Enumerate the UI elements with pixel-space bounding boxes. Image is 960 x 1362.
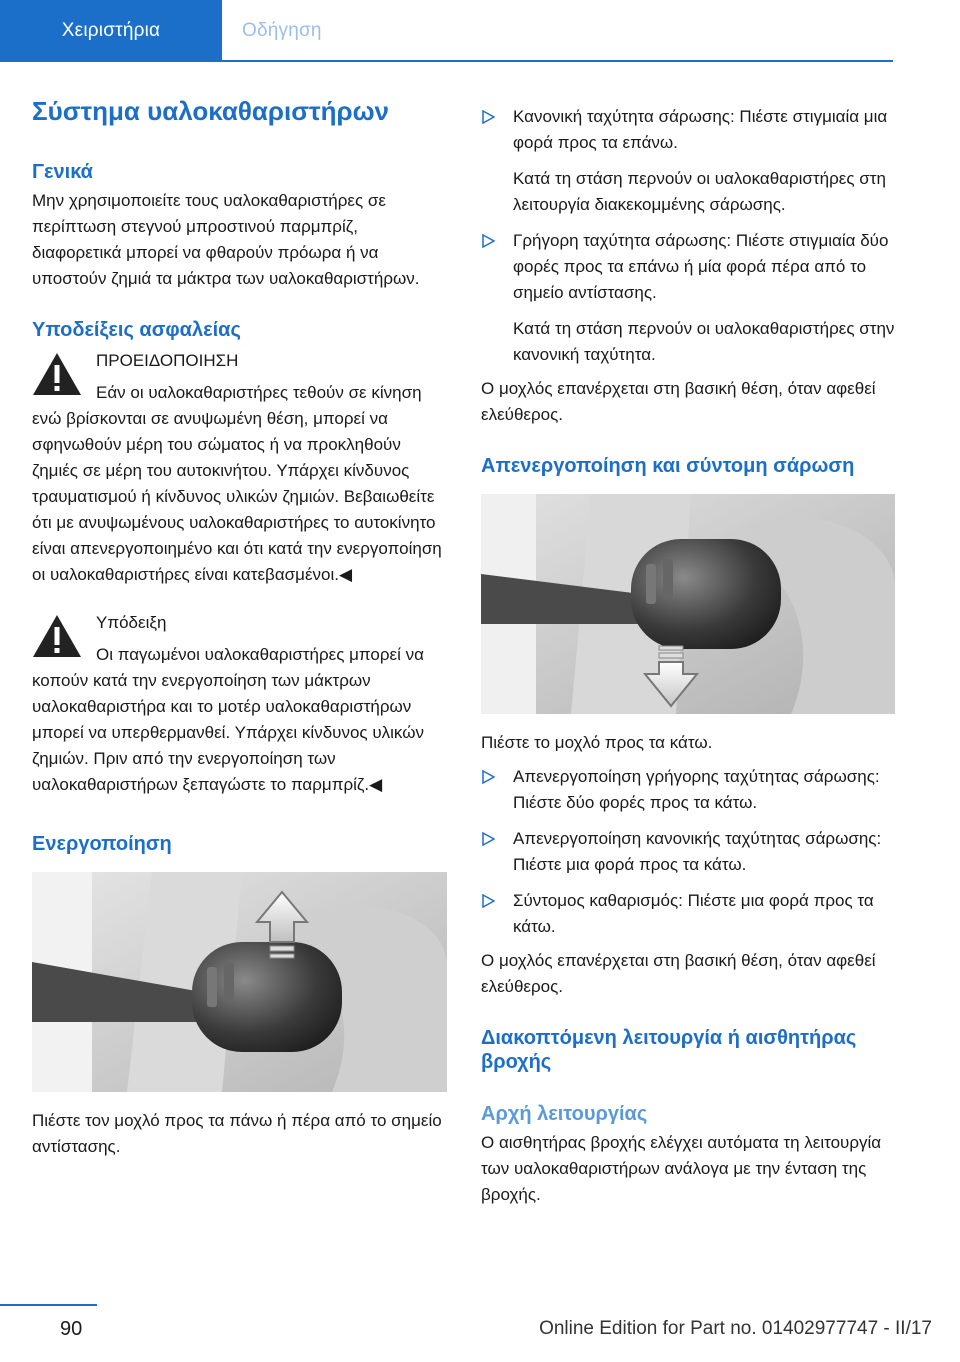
bullet-text: Γρήγορη ταχύτητα σάρωσης: Πιέστε στιγμιαία δύο φορές προς τα επάνω ή μία φορά πέρα από το σημείο αντίστασης.	[513, 231, 889, 302]
tab-driving[interactable]: Οδήγηση	[222, 0, 893, 62]
return-text-2: Ο μοχλός επανέρχεται στη βασική θέση, όταν αφεθεί ελεύθερος.	[481, 951, 876, 996]
warning-text: Εάν οι υαλοκαθαριστήρες τεθούν σε κίνηση ενώ βρίσκονται σε ανυψωμένη θέση, μπορεί να σφηνωθούν μέρη του σώματος ή να προκληθούν ζημιές σε μέρη του αυτοκινήτου. Υπάρχει κίνδυνος τραυματισμού ή κίνδυνος υλικών ζημιών. Βεβαιωθείτε ότι με ανυψωμένους υαλοκαθαριστήρες το αυτοκίνητο είναι απενεργοποιημένο και ότι κατά την ενεργοποίηση οι υαλοκαθαριστήρες είναι κατεβασμένοι.◀	[32, 383, 442, 584]
header-divider	[0, 60, 893, 62]
deactivation-caption: Πιέστε το μοχλό προς τα κάτω.	[481, 733, 713, 752]
page-number-rule	[0, 1304, 97, 1306]
bullet-subtext: Κατά τη στάση περνούν οι υαλοκαθαριστήρες στη λειτουργία διακεκομμένης σάρωσης.	[513, 169, 886, 214]
principle-heading: Αρχή λειτουργίας	[481, 1103, 648, 1125]
list-item	[481, 228, 895, 368]
bullet-triangle-icon	[481, 894, 495, 908]
bullet-triangle-icon	[481, 234, 495, 248]
deactivation-heading: Απενεργοποίηση και σύντομη σάρωση	[481, 455, 855, 477]
tab-controls[interactable]: Χειριστήρια	[0, 0, 222, 62]
bullet-triangle-icon	[481, 832, 495, 846]
notice-title: Υπόδειξη	[96, 613, 167, 632]
deactivation-photo	[481, 494, 895, 714]
right-column	[481, 104, 895, 1208]
safety-heading: Υποδείξεις ασφαλείας	[32, 319, 241, 341]
warning-triangle-icon	[32, 352, 82, 396]
warning-block	[32, 348, 447, 374]
bullet-text: Κανονική ταχύτητα σάρωσης: Πιέστε στιγμιαία μια φορά προς τα επάνω.	[513, 107, 888, 152]
bullet-triangle-icon	[481, 110, 495, 124]
bullet-text: Απενεργοποίηση κανονικής ταχύτητας σάρωσης: Πιέστε μια φορά προς τα κάτω.	[513, 829, 882, 874]
left-column	[32, 96, 447, 1160]
page-number: 90	[60, 1318, 83, 1340]
list-item	[481, 826, 895, 878]
warning-title: ΠΡΟΕΙΔΟΠΟΙΗΣΗ	[96, 351, 239, 370]
section-title: Σύστημα υαλοκαθαριστήρων	[32, 96, 390, 126]
general-text: Μην χρησιμοποιείτε τους υαλοκαθαριστήρες σε περίπτωση στεγνού μπροστινού παρμπρίζ, διαφορετικά μπορεί να φθαρούν πρόωρα ή να υποστούν ζημιά τα μάκτρα των υαλοκαθαριστήρων.	[32, 191, 420, 288]
list-item	[481, 764, 895, 816]
header-bar	[0, 0, 893, 62]
list-item	[481, 104, 895, 218]
general-heading: Γενικά	[32, 161, 93, 183]
bullet-triangle-icon	[481, 770, 495, 784]
notice-text: Οι παγωμένοι υαλοκαθαριστήρες μπορεί να κοπούν κατά την ενεργοποίηση των μάκτρων υαλοκαθαριστήρα και το μοτέρ υαλοκαθαριστήρων μπορεί να υπερθερμανθεί. Υπάρχει κίνδυνος υλικών ζημιών. Πριν από την ενεργοποίηση των υαλοκαθαριστήρων ξεπαγώστε το παρμπρίζ.◀	[32, 645, 424, 794]
notice-block	[32, 610, 447, 636]
warning-triangle-icon	[32, 614, 82, 658]
activation-photo	[32, 872, 447, 1092]
bullet-subtext: Κατά τη στάση περνούν οι υαλοκαθαριστήρες στην κανονική ταχύτητα.	[513, 319, 895, 364]
intermittent-heading: Διακοπτόμενη λειτουργία ή αισθητήρας βροχής	[481, 1027, 857, 1073]
principle-text: Ο αισθητήρας βροχής ελέγχει αυτόματα τη λειτουργία των υαλοκαθαριστήρων ανάλογα με την ένταση της βροχής.	[481, 1133, 882, 1204]
edition-footer: Online Edition for Part no. 01402977747 - II/17	[539, 1318, 932, 1339]
activation-caption: Πιέστε τον μοχλό προς τα πάνω ή πέρα από το σημείο αντίστασης.	[32, 1111, 442, 1156]
list-item	[481, 888, 895, 940]
return-text: Ο μοχλός επανέρχεται στη βασική θέση, όταν αφεθεί ελεύθερος.	[481, 379, 876, 424]
activation-heading: Ενεργοποίηση	[32, 833, 172, 855]
bullet-text: Σύντομος καθαρισμός: Πιέστε μια φορά προς τα κάτω.	[513, 891, 874, 936]
bullet-text: Απενεργοποίηση γρήγορης ταχύτητας σάρωσης: Πιέστε δύο φορές προς τα κάτω.	[513, 767, 880, 812]
